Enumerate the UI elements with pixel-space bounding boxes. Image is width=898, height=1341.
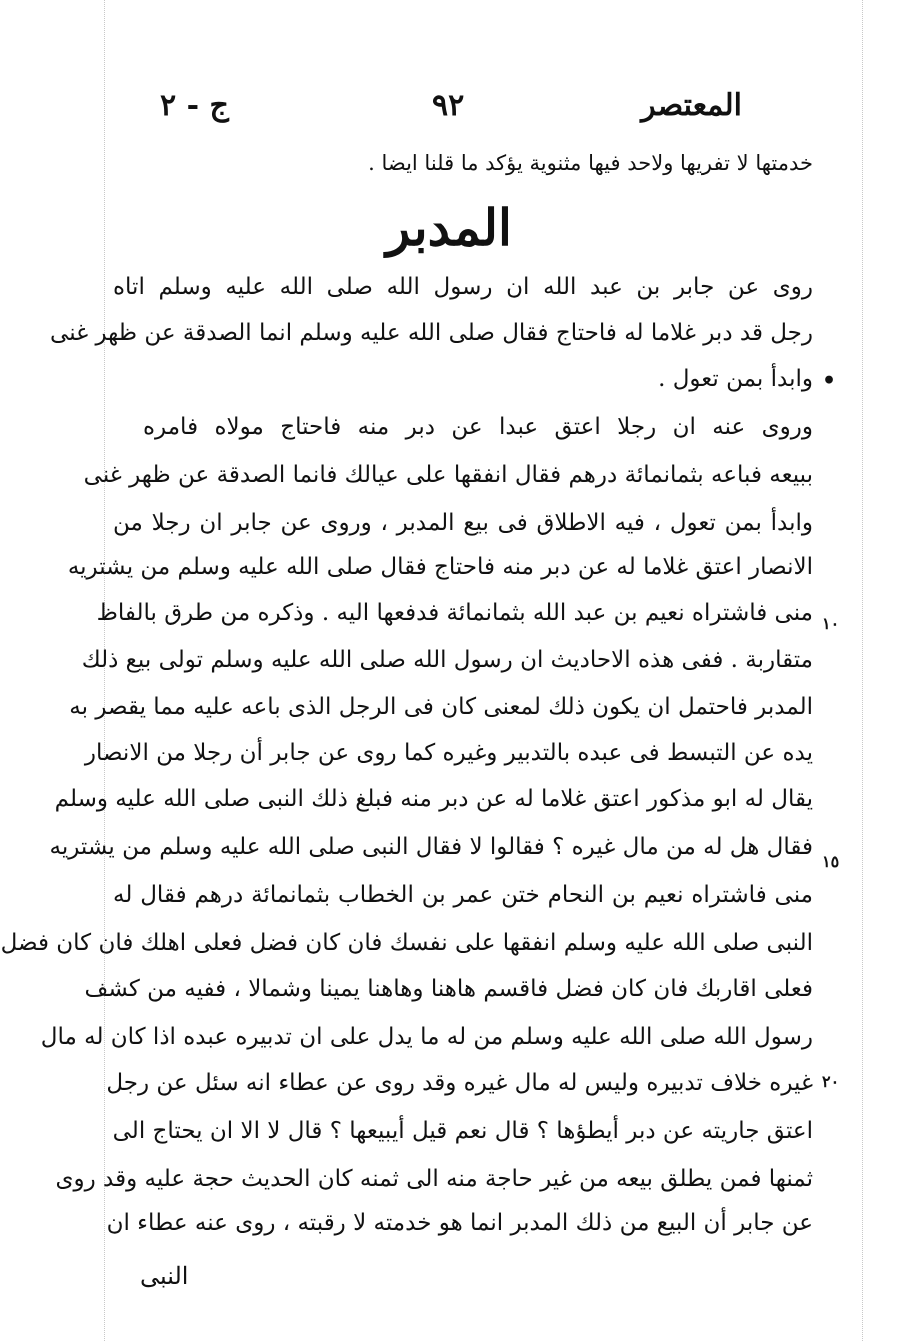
text-line: وابدأ بمن تعول . — [658, 366, 813, 392]
text-line: وروى عنه ان رجلا اعتق عبدا عن دبر منه فاحتاج مولاه فامره — [143, 414, 813, 440]
text-line: اعتق جاريته عن دبر أيطؤها ؟ قال نعم قيل أيبيعها ؟ قال لا الا ان يحتاج الى — [112, 1118, 813, 1144]
page-number: ٩٢ — [432, 88, 465, 123]
text-line: النبى صلى الله عليه وسلم انفقها على نفسك فان كان فضل فعلى اهلك فان كان فضل — [0, 930, 813, 956]
text-line: المدبر فاحتمل ان يكون ذلك لمعنى كان فى الرجل الذى باعه عليه مما يقصر به — [69, 694, 813, 720]
text-line: منى فاشتراه نعيم بن عبد الله بثمانمائة فدفعها اليه . وذكره من طرق بالفاظ — [96, 600, 813, 626]
text-line: فقال هل له من مال غيره ؟ فقالوا لا فقال النبى صلى الله عليه وسلم من يشتريه — [49, 834, 813, 860]
text-line: رسول الله صلى الله عليه وسلم من له ما يدل على ان تدبيره عبده اذا كان له مال — [40, 1024, 813, 1050]
text-line: منى فاشتراه نعيم بن النحام ختن عمر بن الخطاب بثمانمائة درهم فقال له — [113, 882, 813, 908]
text-line: ثمنها فمن يطلق بيعه من غير حاجة منه الى ثمنه كان الحديث حجة عليه وقد روى — [55, 1166, 813, 1192]
text-line: يقال له ابو مذكور اعتق غلاما له عن دبر منه فبلغ ذلك النبى صلى الله عليه وسلم — [54, 786, 813, 812]
book-title: المعتصر — [641, 88, 742, 123]
volume-indicator: ج - ٢ — [160, 88, 229, 123]
catchword: النبى — [140, 1262, 189, 1290]
text-line: متقاربة . ففى هذه الاحاديث ان رسول الله صلى الله عليه وسلم تولى بيع ذلك — [81, 647, 813, 673]
text-line: غيره خلاف تدبيره وليس له مال غيره وقد روى عن عطاء انه سئل عن رجل — [106, 1070, 813, 1096]
text-line: عن جابر أن البيع من ذلك المدبر انما هو خدمته لا رقبته ، روى عنه عطاء ان — [106, 1210, 813, 1236]
margin-line-number-15: ١٥ — [822, 852, 840, 871]
margin-line-number-10: ١٠ — [822, 614, 840, 633]
margin-bullet: • — [822, 368, 837, 394]
text-line: الانصار اعتق غلاما له عن دبر منه فاحتاج فقال صلى الله عليه وسلم من يشتريه — [67, 554, 813, 580]
text-line: رجل قد دبر غلاما له فاحتاج فقال صلى الله عليه وسلم انما الصدقة عن ظهر غنى — [50, 320, 813, 346]
text-line: فعلى اقاربك فان كان فضل فاقسم هاهنا وهاهنا يمينا وشمالا ، ففيه من كشف — [84, 976, 813, 1002]
text-line: ببيعه فباعه بثمانمائة درهم فقال انفقها على عيالك فانما الصدقة عن ظهر غنى — [83, 462, 813, 488]
text-line: يده عن التبسط فى عبده بالتدبير وغيره كما روى عن جابر أن رجلا من الانصار — [84, 740, 813, 766]
text-line: وابدأ بمن تعول ، فيه الاطلاق فى بيع المدبر ، وروى عن جابر ان رجلا من — [113, 510, 813, 536]
margin-line-number-20: ٢٠ — [822, 1072, 840, 1091]
intro-line: خدمتها لا تفريها ولاحد فيها مثنوية يؤكد ما قلنا ايضا . — [368, 151, 813, 175]
section-title: المدبر — [386, 198, 512, 257]
text-line: روى عن جابر بن عبد الله ان رسول الله صلى الله عليه وسلم اتاه — [113, 274, 813, 300]
